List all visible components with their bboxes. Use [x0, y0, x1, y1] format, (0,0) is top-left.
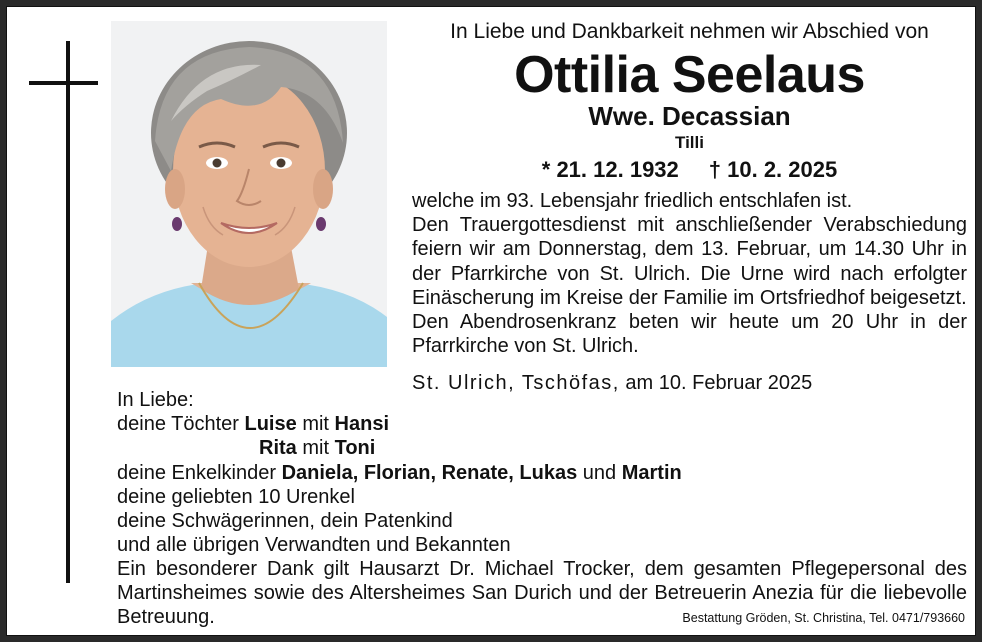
- thanks-text: Ein besonderer Dank gilt Hausarzt Dr. Michael Trocker, dem gesamten Pflegepersonal des Martinsheimes sowie des Altersheimes San Durich und der Betreuerin Anezia für die liebevolle Betreuung.: [117, 558, 967, 629]
- grandchildren-row: [117, 461, 973, 485]
- daughter-name: Luise: [244, 413, 297, 436]
- nickname: Tilli: [675, 133, 704, 152]
- with-word: mit: [302, 437, 330, 460]
- relatives-row: und alle übrigen Verwandten und Bekannten: [117, 534, 511, 557]
- announcement-text: [412, 189, 967, 358]
- cross-icon-bar: [29, 81, 98, 85]
- body-line-1: welche im 93. Lebensjahr friedlich entschlafen ist.: [412, 190, 853, 212]
- body-line-3: Den Abendrosenkranz beten wir heute um 20 Uhr in der Pfarrkirche von St. Ulrich.: [412, 311, 967, 358]
- portrait-photo: [111, 21, 387, 367]
- date: am 10. Februar 2025: [625, 372, 813, 394]
- grandchild-last: Martin: [621, 461, 682, 484]
- daughter-name: Rita: [259, 437, 297, 460]
- cross-icon: [66, 41, 70, 583]
- place: St. Ulrich, Tschöfas,: [412, 372, 620, 394]
- daughters-label: deine Töchter: [117, 413, 239, 436]
- in-laws-row: deine Schwägerinnen, dein Patenkind: [117, 510, 453, 533]
- obituary-notice: [6, 6, 976, 636]
- with-word: mit: [302, 413, 329, 436]
- widow-of: Wwe. Decassian: [588, 101, 791, 131]
- daughters-row: [117, 412, 973, 436]
- birth-date: * 21. 12. 1932: [541, 157, 679, 182]
- intro-line: In Liebe und Dankbarkeit nehmen wir Abschied von: [450, 20, 929, 43]
- great-grandchildren-row: deine geliebten 10 Urenkel: [117, 485, 355, 508]
- portrait-illustration: [111, 21, 387, 367]
- daughters-row-2: [117, 436, 973, 460]
- family-list: [117, 388, 973, 557]
- deceased-name: Ottilia Seelaus: [514, 46, 865, 104]
- grandchildren-label: deine Enkelkinder: [117, 461, 276, 484]
- life-dates: [412, 156, 967, 184]
- death-date: † 10. 2. 2025: [708, 157, 838, 182]
- partner-name: Toni: [334, 437, 376, 460]
- and-word: und: [582, 461, 617, 484]
- family-heading: In Liebe:: [117, 389, 194, 411]
- grandchildren-names: Daniela, Florian, Renate, Lukas: [281, 461, 578, 484]
- partner-name: Hansi: [334, 413, 390, 436]
- body-line-2: Den Trauergottesdienst mit anschließender Verabschiedung feiern wir am Donnerstag, dem 13. Februar, um 14.30 Uhr in der Pfarrkirche von St. Ulrich. Die Urne wird nach erfolgter Einäscherung im Kreise der Familie im Ortsfriedhof beigesetzt.: [412, 214, 967, 309]
- funeral-home-credit: Bestattung Gröden, St. Christina, Tel. 0471/793660: [682, 611, 965, 625]
